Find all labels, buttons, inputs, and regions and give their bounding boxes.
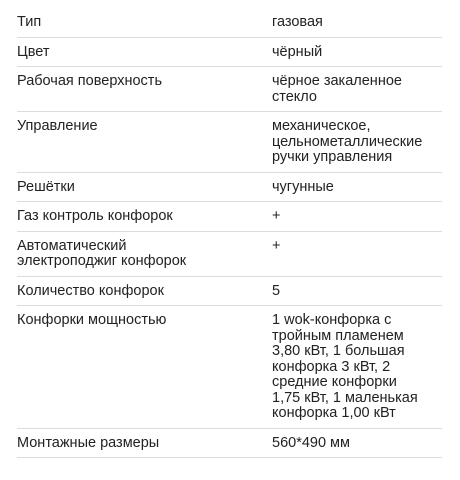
spec-value: +	[272, 208, 281, 224]
spec-row-control	[17, 112, 442, 173]
spec-row-color	[17, 38, 442, 68]
spec-row-surface	[17, 67, 442, 112]
spec-label: Цвет	[17, 43, 50, 60]
spec-value: чёрный	[272, 43, 323, 60]
spec-label: Рабочая поверхность	[17, 73, 162, 89]
spec-label: Автоматический электроподжиг конфорок	[17, 237, 187, 269]
spec-row-type	[17, 8, 442, 38]
spec-value: газовая	[272, 14, 323, 30]
spec-label: Управление	[17, 118, 98, 134]
spec-label: Газ контроль конфорок	[17, 208, 173, 224]
spec-value: 560*490 мм	[272, 434, 350, 451]
spec-label: Тип	[17, 14, 42, 30]
spec-value: +	[272, 237, 281, 254]
spec-row-grates	[17, 173, 442, 203]
spec-label: Монтажные размеры	[17, 434, 160, 451]
spec-value: чугунные	[272, 178, 334, 195]
spec-label: Количество конфорок	[17, 282, 164, 299]
spec-row-burner-power	[17, 306, 442, 429]
spec-row-gas-control	[17, 202, 442, 232]
spec-value: 1 wok-конфорка с тройным пламенем 3,80 кВт, 1 большая конфорка 3 кВт, 2 средние конфорки 1,75 кВт, 1 маленькая конфорка 1,00 кВт	[272, 312, 418, 421]
spec-row-dimensions	[17, 429, 442, 459]
spec-label: Конфорки мощностью	[17, 312, 167, 328]
spec-table	[17, 8, 442, 458]
spec-value: механическое, цельнометаллические ручки управления	[272, 118, 423, 165]
spec-row-burner-count	[17, 277, 442, 307]
spec-value: 5	[272, 282, 281, 299]
spec-label: Решётки	[17, 178, 75, 195]
spec-row-ignition	[17, 232, 442, 277]
spec-value: чёрное закаленное стекло	[272, 73, 402, 105]
